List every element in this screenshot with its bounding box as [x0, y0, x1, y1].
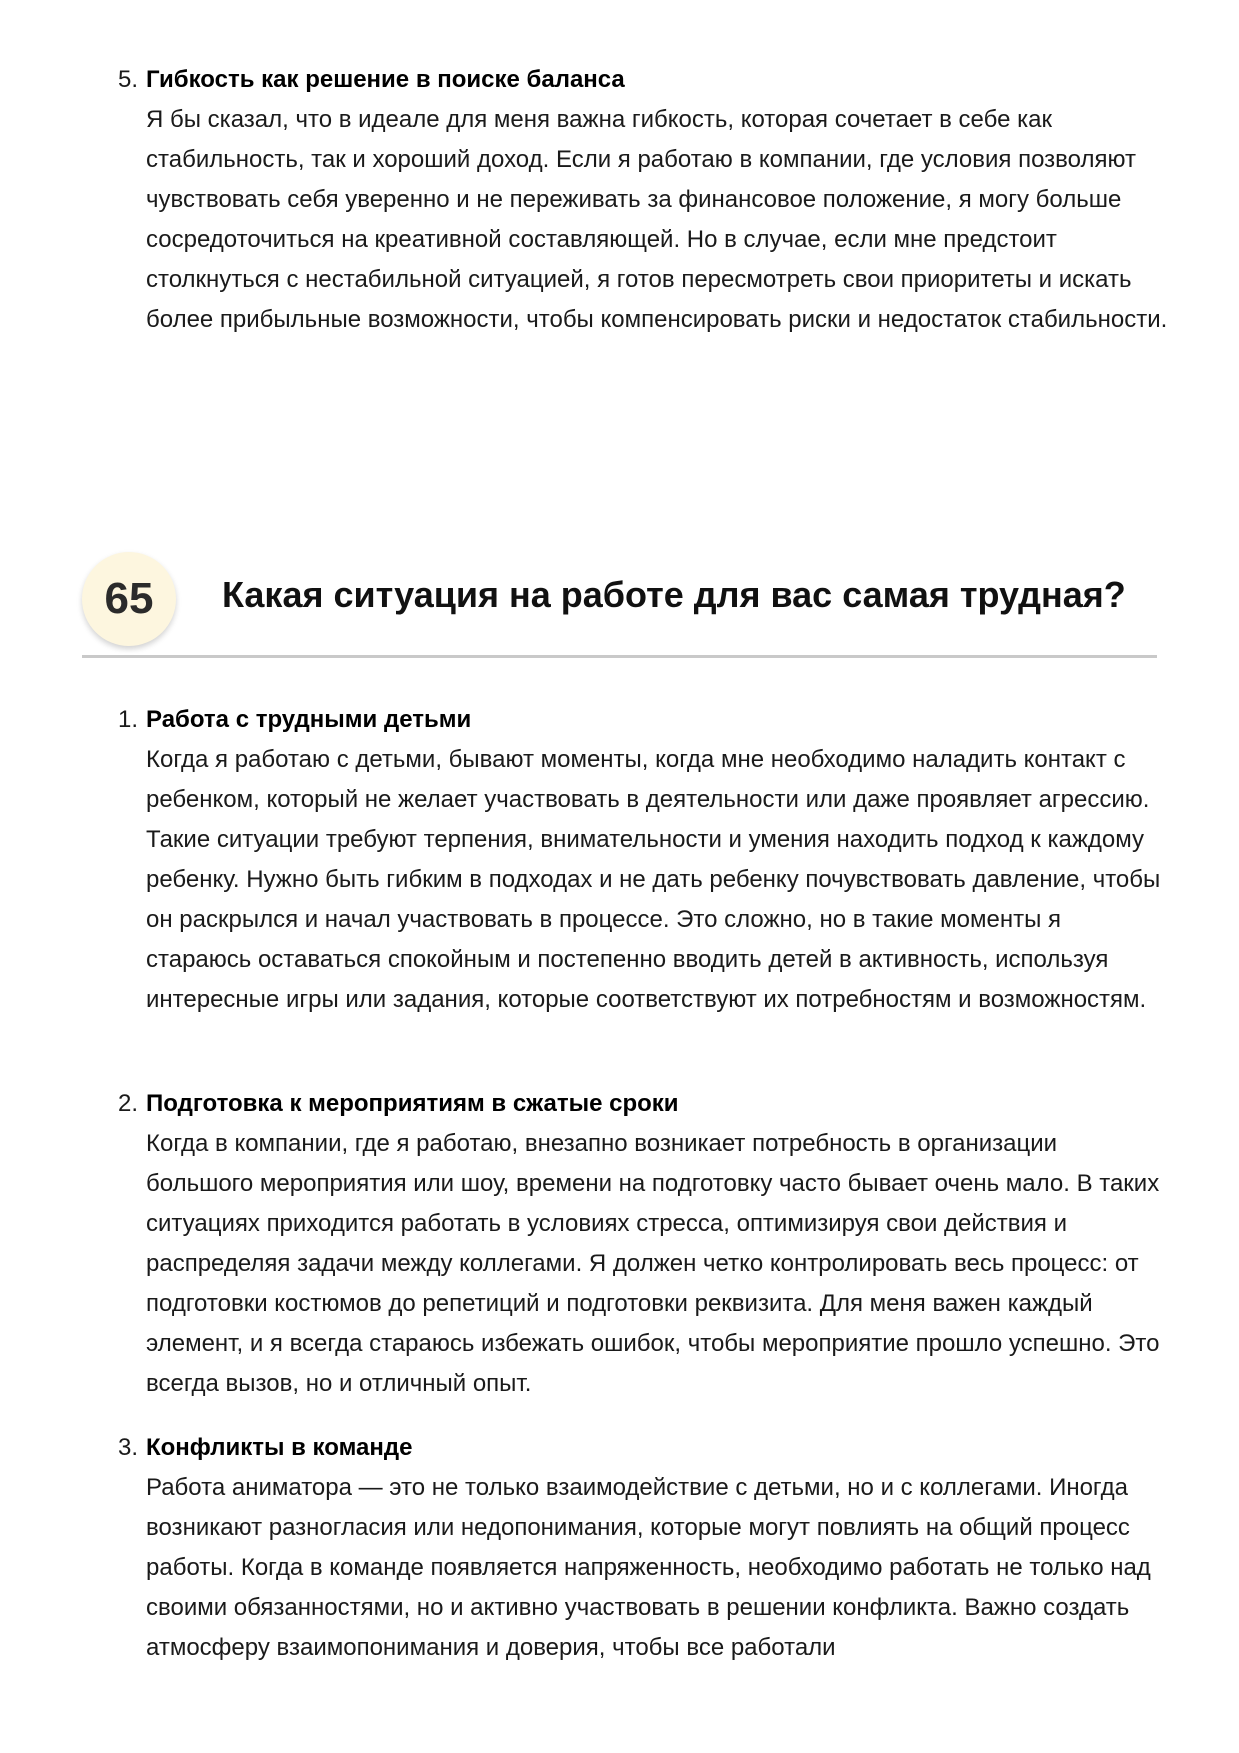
list-item-number: 1. — [118, 706, 139, 733]
section-divider — [82, 655, 1157, 658]
list-item-number: 5. — [118, 66, 139, 93]
list-item-heading — [118, 1084, 1168, 1124]
question-header — [82, 552, 1157, 660]
list-item-2 — [118, 1084, 1168, 1404]
list-item-text: Я бы сказал, что в идеале для меня важна гибкость, которая сочетает в себе как стабильность, так и хороший доход. Если я работаю в компании, где условия позволяют чувствовать себя уверенно и не переживать за финансовое положение, я могу больше сосредоточиться на креативной составляющей. Но в случае, если мне предстоит столкнуться с нестабильной ситуацией, я готов пересмотреть свои приоритеты и искать более прибыльные возможности, чтобы компенсировать риски и недостаток стабильности. — [146, 106, 1168, 333]
question-number-badge: 65 — [82, 552, 176, 646]
list-item-5 — [118, 60, 1168, 340]
list-item-number: 3. — [118, 1434, 139, 1461]
list-item-number: 2. — [118, 1090, 139, 1117]
question-title: Какая ситуация на работе для вас самая трудная? — [222, 574, 1126, 615]
list-item-title: Работа с трудными детьми — [146, 706, 472, 733]
list-item-text: Когда в компании, где я работаю, внезапно возникает потребность в организации большого мероприятия или шоу, времени на подготовку часто бывает очень мало. В таких ситуациях приходится работать в условиях стресса, оптимизируя свои действия и распределяя задачи между коллегами. Я должен четко контролировать весь процесс: от подготовки костюмов до репетиций и подготовки реквизита. Для меня важен каждый элемент, и я всегда стараюсь избежать ошибок, чтобы мероприятие прошло успешно. Это всегда вызов, но и отличный опыт. — [146, 1130, 1160, 1397]
list-item-title: Конфликты в команде — [146, 1434, 413, 1461]
list-item-text: Когда я работаю с детьми, бывают моменты, когда мне необходимо наладить контакт с ребенком, который не желает участвовать в деятельности или даже проявляет агрессию. Такие ситуации требуют терпения, внимательности и умения находить подход к каждому ребенку. Нужно быть гибким в подходах и не дать ребенку почувствовать давление, чтобы он раскрылся и начал участвовать в процессе. Это сложно, но в такие моменты я стараюсь оставаться спокойным и постепенно вводить детей в активность, используя интересные игры или задания, которые соответствуют их потребностям и возможностям. — [146, 746, 1161, 1013]
list-item-heading — [118, 60, 1168, 100]
list-item-heading — [118, 1428, 1168, 1468]
list-item-3 — [118, 1428, 1168, 1668]
list-item-title: Подготовка к мероприятиям в сжатые сроки — [146, 1090, 679, 1117]
list-item-text: Работа аниматора — это не только взаимодействие с детьми, но и с коллегами. Иногда возникают разногласия или недопонимания, которые могут повлиять на общий процесс работы. Когда в команде появляется напряженность, необходимо работать не только над своими обязанностями, но и активно участвовать в решении конфликта. Важно создать атмосферу взаимопонимания и доверия, чтобы все работали — [146, 1474, 1151, 1661]
list-item-title: Гибкость как решение в поиске баланса — [146, 66, 625, 93]
list-item-heading — [118, 700, 1168, 740]
list-item-1 — [118, 700, 1168, 1020]
